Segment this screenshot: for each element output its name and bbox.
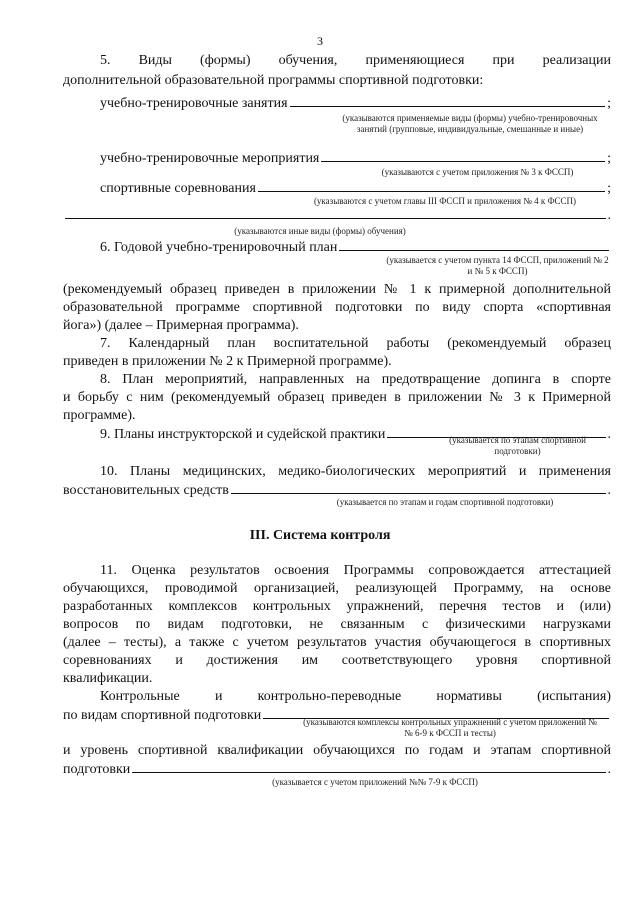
- recovery-means-end: .: [607, 483, 611, 498]
- item7-line2: приведен в приложении № 2 к Примерной программе).: [63, 354, 392, 369]
- item11-line3: разработанных комплексов контрольных упражнений, перечня тестов и (или): [63, 599, 611, 614]
- item5-line2: дополнительной образовательной программы спортивной подготовки:: [63, 73, 484, 88]
- annual-plan-blank: [339, 238, 609, 251]
- item11-line7: квалификации.: [63, 671, 153, 686]
- item10-line1: 10. Планы медицинских, медико-биологических мероприятий и применения: [100, 464, 611, 479]
- norms-line1: Контрольные и контрольно-переводные нормативы (испытания): [100, 689, 611, 704]
- item11-line1: 11. Оценка результатов освоения Программы сопровождается аттестацией: [100, 563, 611, 578]
- training-sessions-label: учебно-тренировочные занятия: [100, 96, 288, 111]
- other-forms-note: (указываются иные виды (формы) обучения): [234, 226, 406, 236]
- annual-plan-note: (указывается с учетом пункта 14 ФССП, приложений № 2 и № 5 к ФССП): [386, 255, 609, 276]
- item6-line4: йога») (далее – Примерная программа).: [63, 318, 299, 333]
- qualification-blank: [132, 760, 605, 773]
- item11-line2: обучающихся, проводимой организацией, реализующей Программу, на основе: [63, 581, 611, 596]
- item8-line3: программе).: [63, 408, 136, 423]
- training-sessions-note: (указываются применяемые виды (формы) учебно-тренировочных занятий (групповые, индивидуальные, смешанные и иные): [342, 113, 598, 134]
- norms-label: по видам спортивной подготовки: [63, 708, 262, 723]
- training-sessions-end: ;: [607, 96, 611, 111]
- item6-line2: (рекомендуемый образец приведен в приложении № 1 к примерной дополнительной: [63, 282, 611, 297]
- practice-plans-end: .: [607, 427, 611, 442]
- training-sessions-blank: [290, 94, 606, 107]
- annual-plan-label: 6. Годовой учебно-тренировочный план: [100, 240, 338, 255]
- item11-line6: соревнованиях и достижения им соответствующего уровня спортивной: [63, 653, 611, 668]
- practice-plans-label: 9. Планы инструкторской и судейской практики: [100, 427, 386, 442]
- item6-line3: образовательной программе спортивной подготовки по виду спорта «спортивная: [63, 300, 611, 315]
- qualification-line1: и уровень спортивной квалификации обучающихся по годам и этапам спортивной: [63, 743, 611, 758]
- recovery-means-note: (указывается по этапам и годам спортивной подготовки): [336, 497, 554, 507]
- other-forms-blank: [65, 206, 606, 219]
- qualification-note: (указывается с учетом приложений №№ 7-9 к ФССП): [272, 777, 478, 787]
- norms-note: (указываются комплексы контрольных упражнений с учетом приложений №№ 6-9 к ФССП и тесты): [303, 717, 597, 738]
- recovery-means-blank: [231, 481, 606, 494]
- other-forms-row: [63, 206, 611, 225]
- practice-plans-note: (указывается по этапам спортивной подготовки): [449, 435, 586, 456]
- item7-line1: 7. Календарный план воспитательной работы (рекомендуемый образец: [100, 336, 611, 351]
- training-events-end: ;: [607, 151, 611, 166]
- competitions-label: спортивные соревнования: [100, 181, 256, 196]
- section-title: III. Система контроля: [249, 528, 391, 543]
- other-forms-end: .: [607, 208, 611, 223]
- training-sessions-row: [100, 94, 611, 113]
- training-events-row: [100, 149, 611, 168]
- item8-line2: и борьбу с ним (рекомендуемый образец приведен в приложении № 3 к Примерной: [63, 390, 611, 405]
- qualification-end: .: [607, 762, 611, 777]
- competitions-blank: [258, 179, 605, 192]
- item11-line5: (далее – тесты), а также с учетом результатов участия обучающегося в спортивных: [63, 635, 611, 650]
- item5-line1: 5. Виды (формы) обучения, применяющиеся при реализации: [100, 53, 611, 68]
- training-events-label: учебно-тренировочные мероприятия: [100, 151, 320, 166]
- training-events-blank: [321, 149, 605, 162]
- item8-line1: 8. План мероприятий, направленных на предотвращение допинга в спорте: [100, 372, 611, 387]
- item11-line4: вопросов по видам подготовки, не связанным с физическими нагрузками: [63, 617, 611, 632]
- training-events-note: (указываются с учетом приложения № 3 к ФССП): [381, 167, 574, 177]
- recovery-means-label: восстановительных средств: [63, 483, 229, 498]
- page-number: 3: [317, 34, 323, 48]
- competitions-end: ;: [607, 181, 611, 196]
- competitions-note: (указываются с учетом главы III ФССП и приложения № 4 к ФССП): [313, 196, 577, 206]
- qualification-label: подготовки: [63, 762, 131, 777]
